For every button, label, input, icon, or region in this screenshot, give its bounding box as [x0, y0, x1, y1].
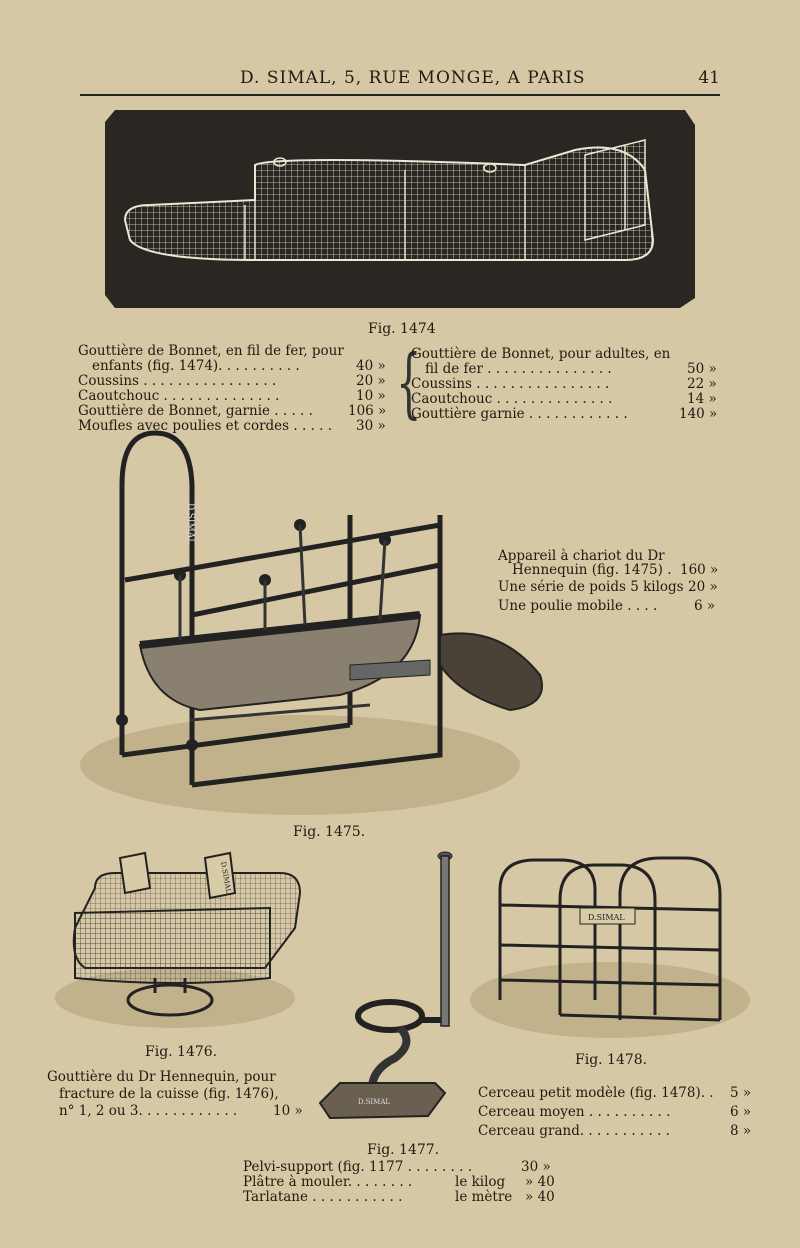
item-price: 106 » — [348, 403, 387, 419]
price-row — [478, 1122, 758, 1141]
item-price: 22 » — [687, 376, 717, 392]
item-label: n° 1, 2 ou 3. . . . . . . . . . . . — [59, 1103, 238, 1119]
item-price: 10 » — [273, 1103, 303, 1119]
price-row — [78, 374, 390, 389]
price-row — [243, 1175, 573, 1190]
price-row — [498, 580, 728, 599]
item-label: Tarlatane . . . . . . . . . . . — [243, 1189, 403, 1205]
item-label: Gouttière de Bonnet, garnie . . . . . — [78, 403, 313, 419]
item-label: fil de fer . . . . . . . . . . . . . . . — [425, 361, 612, 377]
price-row — [78, 359, 390, 374]
item-label: Une poulie mobile . . . . — [498, 598, 658, 614]
item-label: Gouttière de Bonnet, pour adultes, en — [411, 346, 671, 362]
price-list-fig-1477 — [243, 1160, 573, 1205]
price-row — [411, 376, 717, 392]
item-price: 10 » — [356, 388, 386, 404]
price-row — [243, 1160, 573, 1175]
price-list-fig-1474-right — [411, 346, 718, 422]
item-price: 30 » — [356, 418, 386, 434]
price-row — [411, 406, 718, 422]
caption-fig-1478: Fig. 1478. — [575, 1052, 648, 1068]
price-list-fig-1478 — [478, 1084, 758, 1141]
price-row — [47, 1069, 317, 1086]
price-row — [411, 391, 717, 407]
item-price: » 40 — [525, 1174, 555, 1190]
item-price: 5 » — [730, 1085, 752, 1101]
item-label: Caoutchouc . . . . . . . . . . . . . . — [411, 391, 613, 407]
item-price: 20 » — [356, 373, 386, 389]
price-row — [478, 1084, 758, 1103]
item-label: Une série de poids 5 kilogs — [498, 579, 684, 595]
item-label: Plâtre à mouler. . . . . . . . — [243, 1174, 413, 1190]
page-header — [80, 66, 720, 96]
item-label: Pelvi-support (fig. 1177 . . . . . . . . — [243, 1159, 473, 1175]
caption-fig-1477: Fig. 1477. — [367, 1142, 440, 1158]
brand-label: D.SIMAL — [588, 913, 625, 922]
illustration-fig-1475 — [80, 425, 560, 825]
illustration-fig-1477 — [310, 848, 460, 1136]
item-price: 30 » — [521, 1159, 551, 1175]
item-price: 20 » — [688, 579, 718, 595]
item-price: 40 » — [356, 358, 386, 374]
price-list-fig-1474-left — [78, 344, 390, 434]
price-row — [478, 1103, 758, 1122]
price-row — [78, 404, 390, 419]
illustration-fig-1478 — [470, 850, 755, 1040]
illustration-fig-1476 — [55, 848, 310, 1033]
item-label: Gouttière garnie . . . . . . . . . . . . — [411, 406, 628, 422]
item-label: Cerceau grand. . . . . . . . . . . — [478, 1123, 670, 1139]
item-price: » 40 — [525, 1189, 555, 1205]
item-label: fracture de la cuisse (fig. 1476), — [59, 1086, 279, 1102]
item-unit: le mètre — [455, 1189, 513, 1205]
price-row — [498, 599, 728, 616]
price-row — [498, 563, 728, 580]
header-title: D. SIMAL, 5, RUE MONGE, A PARIS — [240, 68, 586, 88]
price-row — [498, 549, 728, 563]
page-number: 41 — [698, 68, 720, 88]
item-price: 14 » — [687, 391, 717, 407]
item-label: Moufles avec poulies et cordes . . . . . — [78, 418, 333, 434]
item-price: 160 » — [680, 562, 719, 578]
brand-label: D.SIMAL — [358, 1098, 391, 1106]
item-label: Appareil à chariot du Dr — [498, 548, 665, 564]
item-label: Coussins . . . . . . . . . . . . . . . . — [78, 373, 277, 389]
item-label: Caoutchouc . . . . . . . . . . . . . . — [78, 388, 280, 404]
brand-label: D.SIMAL — [219, 860, 233, 894]
item-price: 6 » — [694, 598, 716, 614]
item-label: Gouttière du Dr Hennequin, pour — [47, 1069, 276, 1085]
price-row — [411, 361, 717, 377]
price-list-fig-1475 — [498, 549, 728, 616]
item-label: Cerceau moyen . . . . . . . . . . — [478, 1104, 671, 1120]
price-row — [243, 1190, 573, 1205]
item-unit: le kilog — [455, 1174, 506, 1190]
caption-fig-1475: Fig. 1475. — [293, 824, 366, 840]
item-label: Cerceau petit modèle (fig. 1478). . — [478, 1085, 714, 1101]
price-row — [47, 1086, 317, 1103]
brace: { — [396, 340, 422, 428]
price-row — [411, 347, 711, 362]
item-label: Gouttière de Bonnet, en fil de fer, pour — [78, 343, 344, 359]
item-label: Hennequin (fig. 1475) . — [512, 562, 672, 578]
price-row — [47, 1103, 317, 1120]
item-price: 6 » — [730, 1104, 752, 1120]
price-row — [78, 344, 390, 359]
item-price: 50 » — [687, 361, 717, 377]
caption-fig-1474: Fig. 1474 — [368, 321, 436, 337]
price-row — [78, 389, 390, 404]
illustration-fig-1474 — [105, 110, 695, 310]
item-label: Coussins . . . . . . . . . . . . . . . . — [411, 376, 610, 392]
price-list-fig-1476 — [47, 1069, 317, 1120]
item-price: 140 » — [679, 406, 718, 422]
item-label: enfants (fig. 1474). . . . . . . . . . — [92, 358, 300, 374]
item-price: 8 » — [730, 1123, 752, 1139]
brand-label: D.SIMAL — [185, 503, 195, 545]
caption-fig-1476: Fig. 1476. — [145, 1044, 218, 1060]
